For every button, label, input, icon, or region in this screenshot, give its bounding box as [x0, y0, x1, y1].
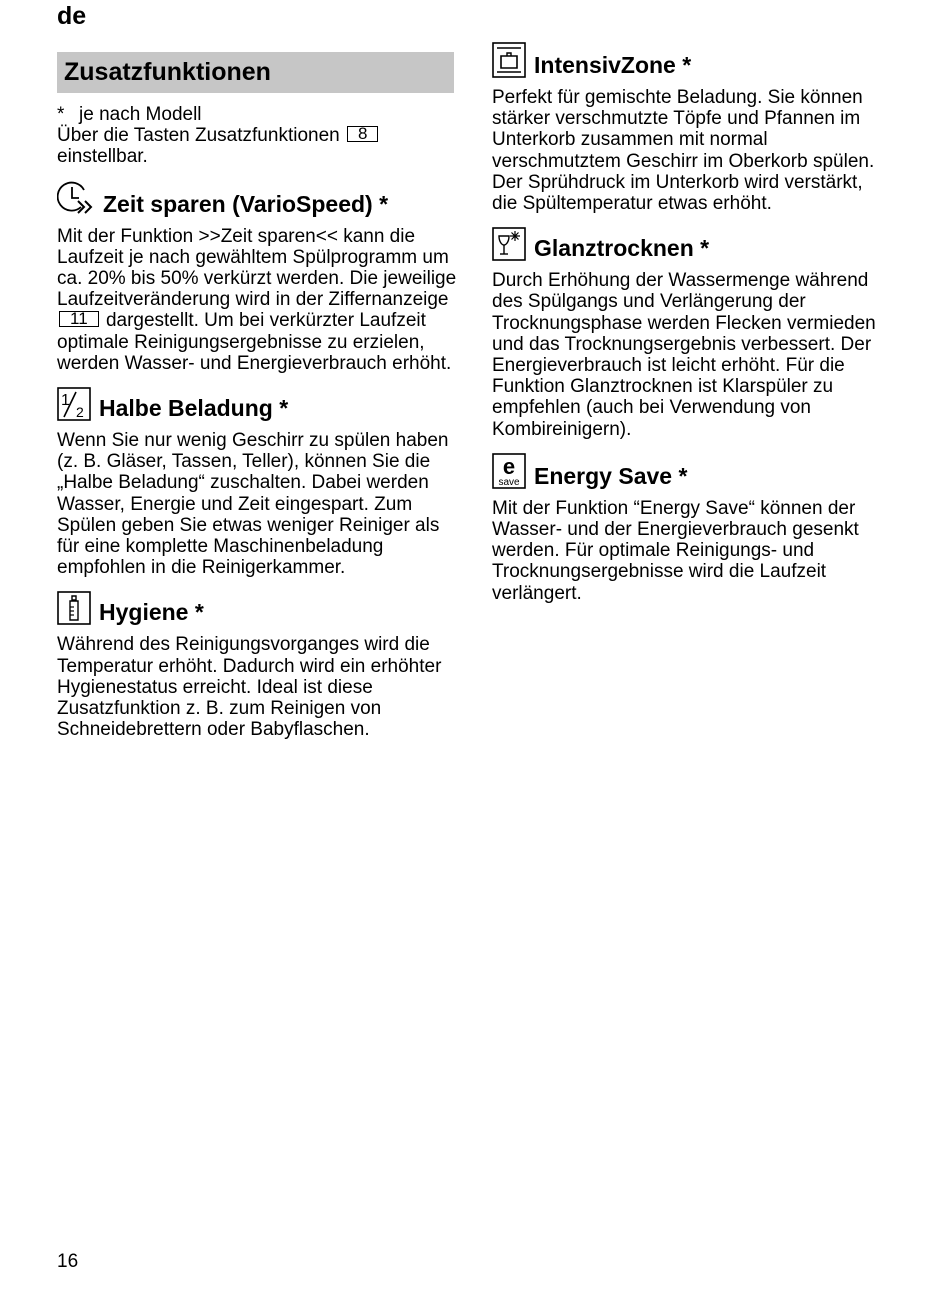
svg-text:1: 1: [61, 392, 70, 410]
note-star: *: [57, 104, 65, 125]
left-column: [57, 104, 457, 740]
language-code: de: [57, 2, 87, 30]
page-number: 16: [57, 1251, 79, 1272]
halbe-beladung-text: Wenn Sie nur wenig Geschirr zu spülen haben (z. B. Gläser, Tassen, Teller), können Sie die „Halbe Beladung“ zuschalten. Dabei werden Wasser, Energie und Zeit eingespart. Zum Spülen geben Sie etwas weniger Reiniger als für eine komplette Maschinenbeladung empfohlen in die Reinigerkammer.: [57, 430, 449, 579]
section-title: Zusatzfunktionen: [57, 52, 454, 93]
energy-save-text: Mit der Funktion “Energy Save“ können der Wasser- und der Energieverbrauch gesenkt werden. Für optimale Reinigungs- und Trocknungsergebnisse wird die Laufzeit verlängert.: [492, 497, 859, 604]
hygiene-text: Während des Reinigungsvorganges wird die Temperatur erhöht. Dadurch wird ein erhöhter Hygienestatus erreicht. Ideal ist diese Zusatzfunktion z. B. zum Reinigen von Schneidebrettern oder Babyflaschen.: [57, 634, 442, 741]
zeit-sparen-text: [57, 226, 457, 374]
intro-text: [57, 125, 457, 167]
heading-energy-save: [492, 453, 892, 489]
model-note: [57, 104, 457, 125]
heading-glanztrocknen: [492, 227, 892, 261]
energy-icon-letter: e: [502, 453, 516, 479]
key-ref-8: 8: [347, 126, 378, 142]
heading-halbe-beladung: [57, 387, 457, 421]
clock-fast-forward-icon: [57, 181, 95, 217]
heading-text: IntensivZone *: [534, 52, 692, 78]
note-text: je nach Modell: [79, 104, 202, 125]
sparkling-glass-icon: [492, 227, 526, 261]
zeit-text-after: dargestellt. Um bei verkürzter Laufzeit optimale Reinigungsergebnisse zu erzielen, werden Wasser- und Energieverbrauch erhöht.: [57, 310, 452, 374]
glanztrocknen-text: Durch Erhöhung der Wassermenge während des Spülgangs und Verlängerung der Trocknungsphase werden Flecken vermieden und das Trocknungsergebnis verbessert. Der Energieverbrauch ist leicht erhöht. Für die Funktion Glanztrocknen ist Klarspüler zu empfehlen (auch bei Verwendung von Kombireinigern).: [492, 270, 876, 440]
energy-save-icon: [492, 453, 526, 489]
heading-text: Energy Save *: [534, 462, 688, 489]
heading-zeit-sparen: [57, 181, 457, 217]
heading-hygiene: [57, 591, 457, 625]
intro-text-after: einstellbar.: [57, 146, 148, 168]
half-load-icon: [57, 387, 91, 421]
svg-text:2: 2: [76, 404, 84, 421]
key-ref-11: 11: [59, 311, 99, 327]
energy-icon-word: save: [498, 476, 520, 488]
heading-text: Zeit sparen (VarioSpeed) *: [103, 190, 389, 217]
pot-intensive-icon: [492, 42, 526, 78]
heading-text: Hygiene *: [99, 599, 204, 626]
zeit-text-before: Mit der Funktion >>Zeit sparen<< kann die Laufzeit je nach gewähltem Spülprogramm um ca. 20% bis 50% verkürzt werden. Die jeweilige Laufzeitveränderung wird in der Ziffernanzeige: [57, 225, 457, 311]
heading-intensivzone: [492, 42, 892, 78]
right-column: [492, 40, 892, 604]
heading-text: Glanztrocknen *: [534, 235, 710, 262]
heading-text: Halbe Beladung *: [99, 395, 289, 422]
intro-text-before: Über die Tasten Zusatzfunktionen: [57, 125, 340, 147]
intensivzone-text: Perfekt für gemischte Beladung. Sie können stärker verschmutzte Töpfe und Pfannen im Unterkorb zusammen mit normal verschmutztem Geschirr im Oberkorb spülen. Der Sprühdruck im Unterkorb wird verstärkt, die Spültemperatur etwas erhöht.: [492, 87, 875, 215]
baby-bottle-icon: [57, 591, 91, 625]
